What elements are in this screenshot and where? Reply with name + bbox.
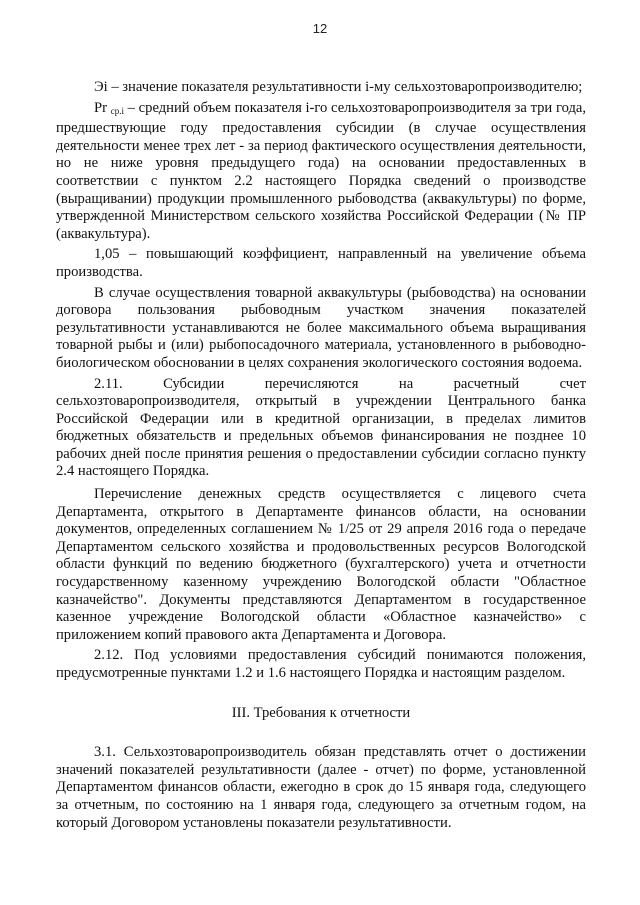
section-heading: III. Требования к отчетности bbox=[231, 704, 411, 721]
pr-definition-text: средний объем показателя i-го сельхозтоваропроизводителя за три года, предшествующие году предоставления субсидии (в случае осуществления деятельности менее трех лет - за период фактического осуществления деятельности, но не ниже уровня предыдущего года) на основании предоставленных в соответствии с пунктом 2.2 настоящего Порядка сведений о производстве (выращивании) продукции промышленного рыбоводства (аквакультуры) по форме, утвержденной Министерством сельского хозяйства Российской Федерации (№ ПР (аквакультура). bbox=[56, 99, 586, 242]
pr-symbol: Pr bbox=[94, 99, 107, 116]
document-body bbox=[56, 79, 586, 832]
paragraph-coefficient: 1,05 – повышающий коэффициент, направленный на увеличение объема производства. bbox=[56, 246, 586, 280]
page-number: 12 bbox=[312, 21, 328, 36]
pr-dash: – bbox=[123, 99, 139, 116]
pr-subscript: ср.i bbox=[110, 105, 124, 116]
paragraph-2-11: 2.11. Субсидии перечисляются на расчетный счет сельхозтоваропроизводителя, открытый в учреждении Центрального банка Российской Федерации или в кредитной организации, в пределах лимитов бюджетных обязательств и предельных объемов финансирования не позднее 10 рабочих дней после принятия решения о предоставлении субсидии согласно пункту 2.4 настоящего Порядка. bbox=[56, 375, 586, 480]
paragraph-3-1: 3.1. Сельхозтоваропроизводитель обязан представлять отчет о достижении значений показателей результативности (далее - отчет) по форме, установленной Департаментом финансов области, ежегодно в срок до 15 января года, следующего за отчетным, по состоянию на 1 января года, следующего за отчетным годом, на который Договором установлены показатели результативности. bbox=[56, 744, 586, 831]
paragraph-transfer: Перечисление денежных средств осуществляется с лицевого счета Департамента, открытого в Департаменте финансов области, на основании документов, определенных соглашением № 1/25 от 29 апреля 2016 года о передаче Департаментом сельского хозяйства и продовольственных ресурсов Вологодской области функций по ведению бюджетного (бухгалтерского) учета и отчетности государственному казенному учреждению Вологодской области "Областное казначейство". Документы представляются Департаментом в государственное казенное учреждение Вологодской области «Областное казначейство» с приложением копий правового акта Департамента и Договора. bbox=[56, 486, 586, 643]
paragraph-pr-definition bbox=[56, 100, 586, 244]
paragraph-2-12: 2.12. Под условиями предоставления субсидий понимаются положения, предусмотренные пунктами 1.2 и 1.6 настоящего Порядка и настоящим разделом. bbox=[56, 647, 586, 681]
paragraph-ei-definition: Эi – значение показателя результативности i-му сельхозтоваропроизводителю; bbox=[94, 79, 583, 95]
paragraph-aquaculture: В случае осуществления товарной аквакультуры (рыбоводства) на основании договора пользования рыбоводным участком значения показателей результативности устанавливаются не более максимального объема выращивания товарной рыбы и (или) рыбопосадочного материала, установленного в рыбоводно-биологическом обосновании в целях сохранения экологического состояния водоема. bbox=[56, 284, 586, 371]
